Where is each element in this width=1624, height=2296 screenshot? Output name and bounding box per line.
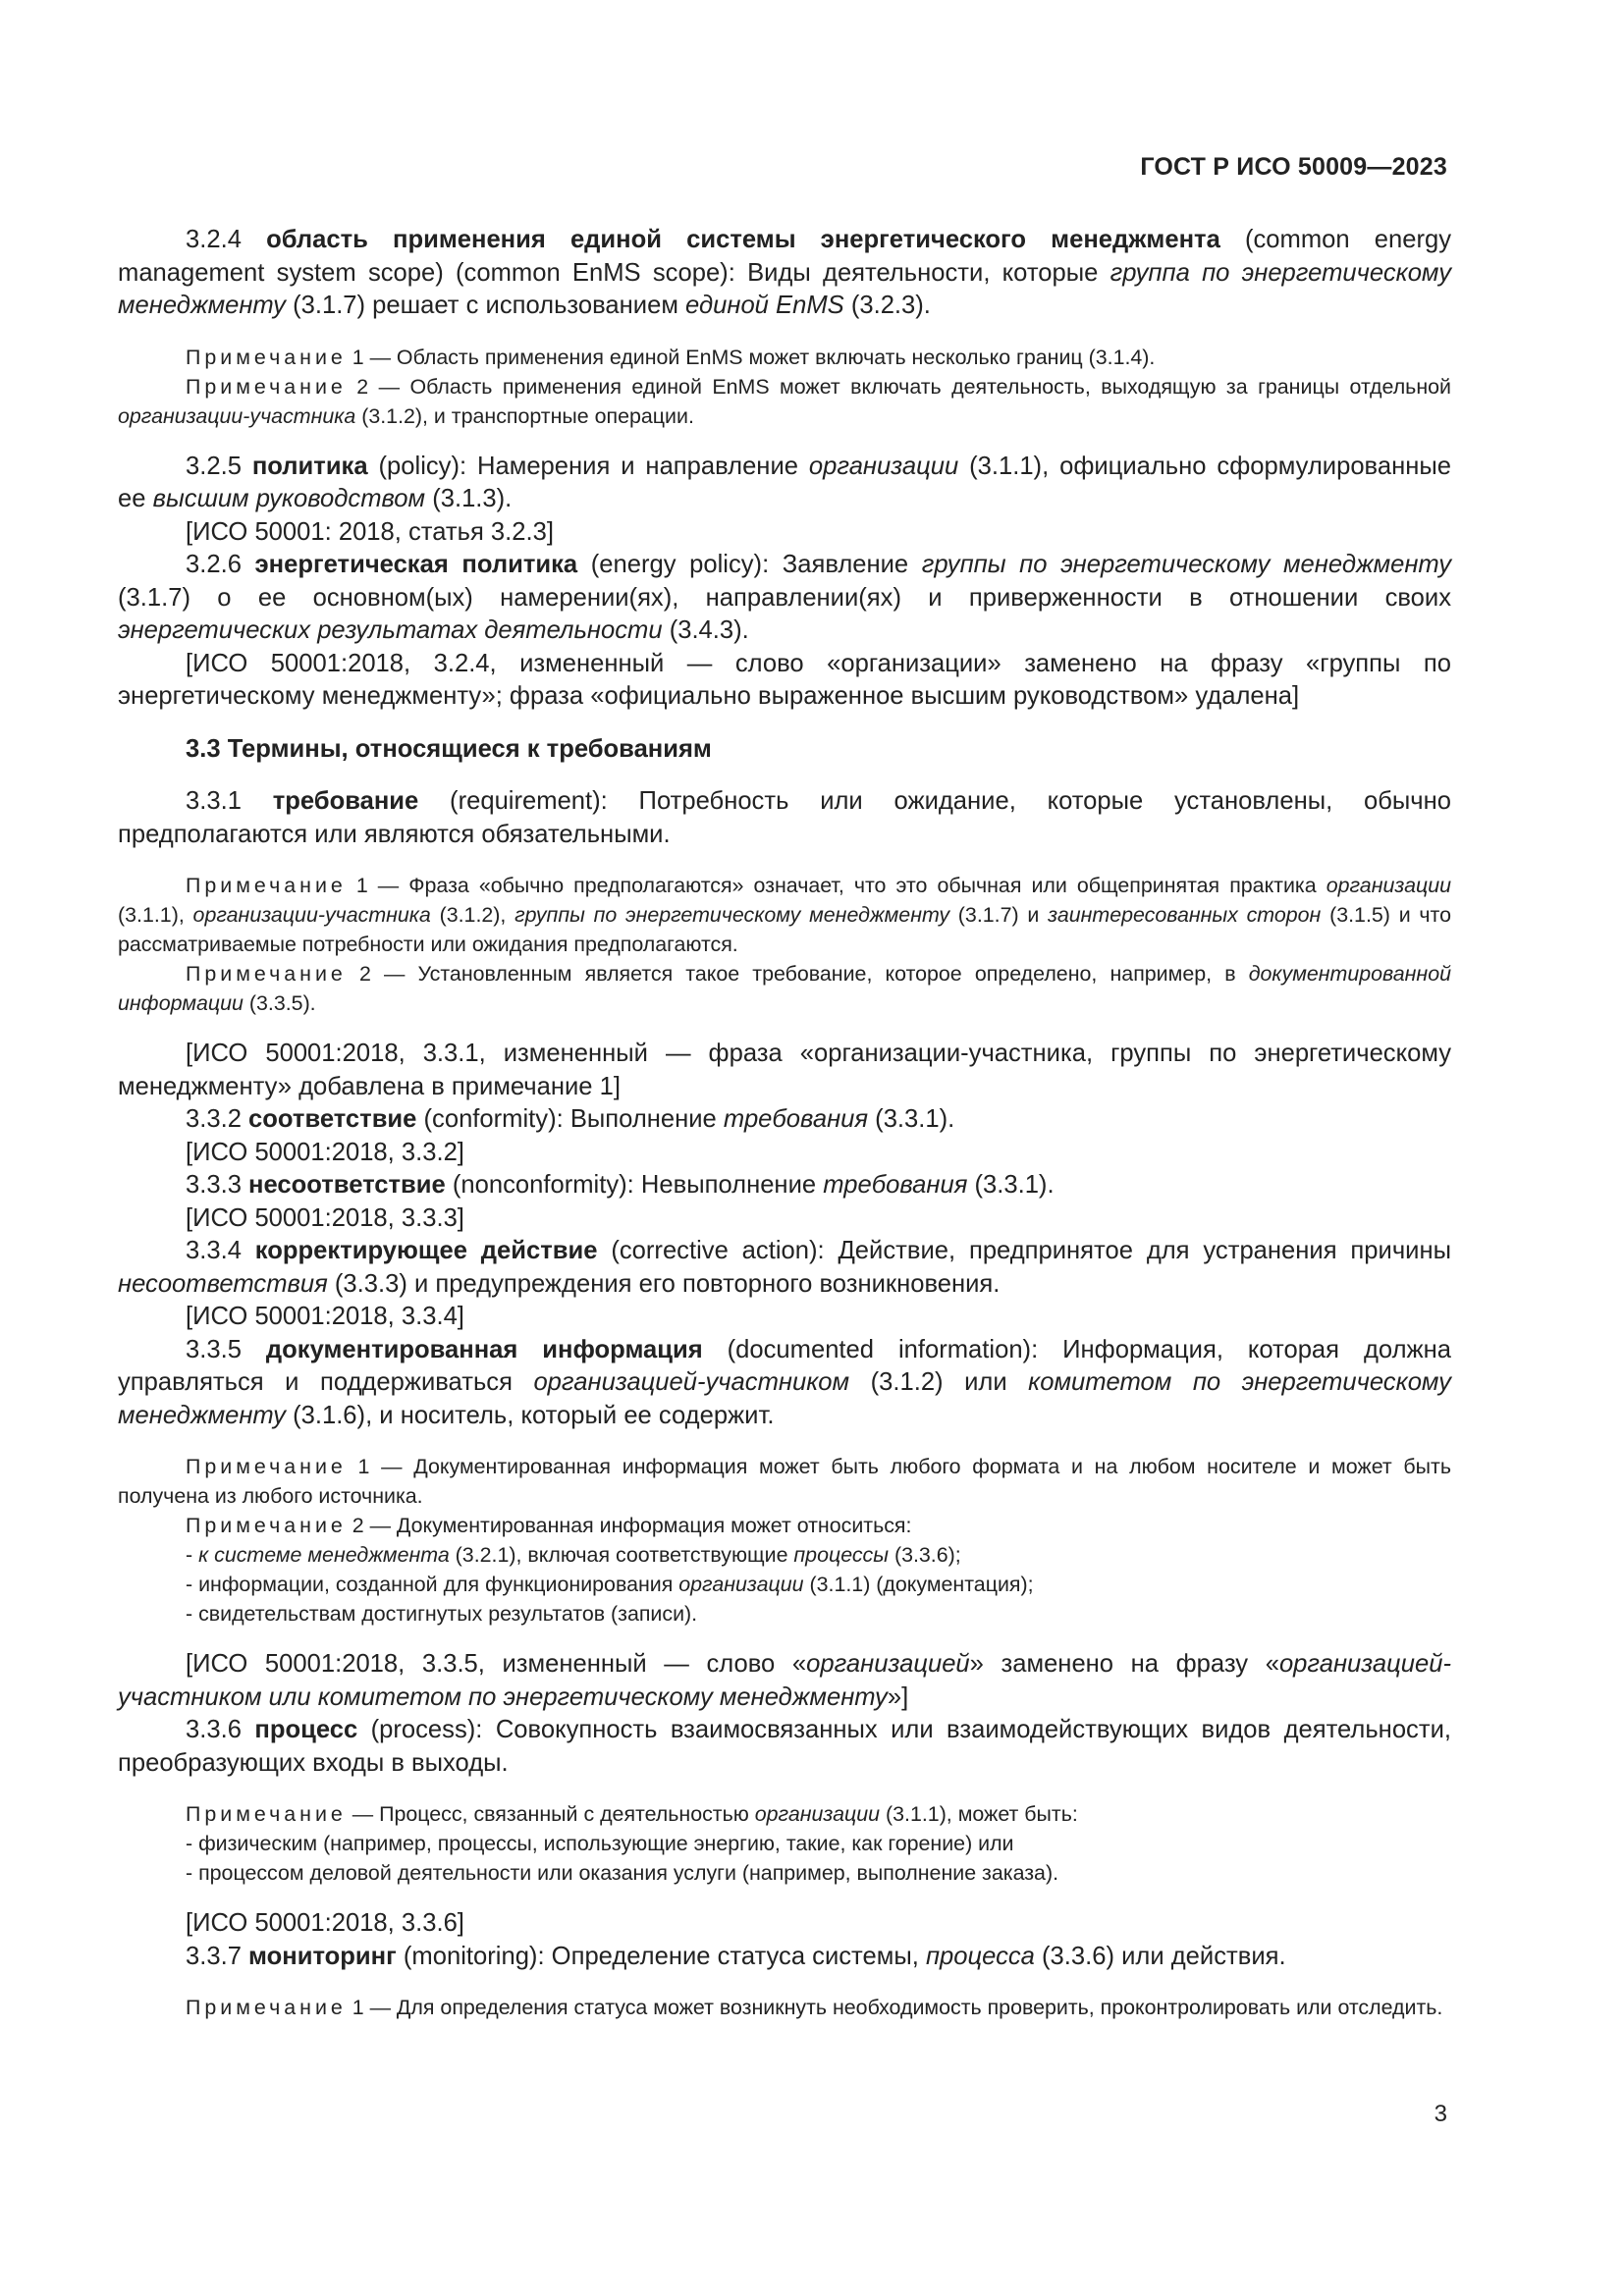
spacer [118, 766, 1451, 785]
note-list-item: - свидетельствам достигнутых результатов (записи). [186, 1602, 698, 1626]
spacer [118, 1629, 1451, 1648]
note: Примечание 1 — Фраза «обычно предполагаются» означает, что это обычная или общепринятая практика организации (3.1.1), организации-участника (3.1.2), группы по энергетическому менеджменту (3.1.7) и заинтересованных сторон (3.1.5) и что рассматриваемые потребности или ожидания предполагаются. [118, 874, 1452, 956]
paragraph: 3.3.5 документированная информация (documented information): Информация, которая должна управляться и поддерживаться организацией-участником (3.1.2) или комитетом по энергетическому менеджменту (3.1.6), и носитель, который ее содержит. [118, 1335, 1451, 1429]
paragraph: 3.3.6 процесс (process): Совокупность взаимосвязанных или взаимодействующих видов деятельности, преобразующих входы в выходы. [118, 1716, 1451, 1777]
note-list-item: - к системе менеджмента (3.2.1), включая соответствующие процессы (3.3.6); [186, 1543, 961, 1567]
spacer [118, 1888, 1451, 1907]
paragraph: 3.3.7 мониторинг (monitoring): Определение статуса системы, процесса (3.3.6) или действия. [186, 1942, 1286, 1970]
paragraph: [ИСО 50001:2018, 3.3.3] [186, 1203, 464, 1232]
note: Примечание — Процесс, связанный с деятельностью организации (3.1.1), может быть: [186, 1802, 1078, 1826]
spacer [118, 714, 1451, 733]
note: Примечание 2 — Установленным является такое требование, которое определено, например, в документированной информации (3.3.5). [118, 962, 1451, 1015]
note: Примечание 1 — Документированная информация может быть любого формата и на любом носителе и может быть получена из любого источника. [118, 1455, 1451, 1508]
note: Примечание 2 — Область применения единой EnMS может включать деятельность, выходящую за границы отдельной организации-участника (3.1.2), и транспортные операции. [118, 374, 1451, 428]
paragraph: [ИСО 50001:2018, 3.2.4, измененный — слово «организации» заменено на фразу «группы по энергетическому менеджменту»; фраза «официально выраженное высшим руководством» удалена] [118, 649, 1451, 710]
note: Примечание 1 — Область применения единой EnMS может включать несколько границ (3.1.4). [186, 345, 1156, 369]
note-list-item: - информации, созданной для функционирования организации (3.1.1) (документация); [186, 1573, 1034, 1596]
paragraph: [ИСО 50001:2018, 3.3.6] [186, 1909, 464, 1937]
spacer [118, 1018, 1451, 1038]
section-heading: 3.3 Термины, относящиеся к требованиям [186, 734, 712, 763]
note-list-item: - процессом деловой деятельности или оказания услуги (например, выполнение заказа). [186, 1861, 1059, 1885]
paragraph: 3.2.4 область применения единой системы энергетического менеджмента (common energy management system scope) (common EnMS scope): Виды деятельности, которые группа по энергетическому менеджменту (3.1.7) решает с использованием единой EnMS (3.2.3). [118, 226, 1452, 319]
note-list-item: - физическим (например, процессы, использующие энергию, такие, как горение) или [186, 1832, 1014, 1855]
paragraph: [ИСО 50001:2018, 3.3.4] [186, 1303, 464, 1330]
spacer [118, 1780, 1451, 1799]
paragraph: 3.3.4 корректирующее действие (corrective action): Действие, предпринятое для устранения причины несоответствия (3.3.3) и предупреждения его повторного возникновения. [118, 1237, 1451, 1298]
note: Примечание 2 — Документированная информация может относиться: [186, 1514, 912, 1537]
paragraph: [ИСО 50001:2018, 3.3.5, измененный — слово «организацией» заменено на фразу «организацией-участником или комитетом по энергетическому менеджменту»] [118, 1650, 1451, 1711]
paragraph: 3.2.5 политика (policy): Намерения и направление организации (3.1.1), официально сформулированные ее высшим руководством (3.1.3). [118, 452, 1451, 512]
paragraph: 3.2.6 энергетическая политика (energy policy): Заявление группы по энергетическому менеджменту (3.1.7) о ее основном(ых) намерении(ях), направлении(ях) и приверженности в отношении своих энергетических результатах деятельности (3.4.3). [118, 551, 1451, 644]
document-body [118, 224, 1451, 2022]
note: Примечание 1 — Для определения статуса может возникнуть необходимость проверить, проконтролировать или отследить. [186, 1996, 1443, 2019]
spacer [118, 431, 1451, 451]
paragraph: 3.3.3 несоответствие (nonconformity): Невыполнение требования (3.3.1). [186, 1171, 1055, 1199]
paragraph: [ИСО 50001: 2018, статья 3.2.3] [186, 517, 554, 546]
spacer [118, 1432, 1451, 1452]
standard-header: ГОСТ Р ИСО 50009—2023 [1140, 153, 1447, 181]
paragraph: [ИСО 50001:2018, 3.3.2] [186, 1138, 464, 1166]
spacer [118, 323, 1451, 343]
paragraph: [ИСО 50001:2018, 3.3.1, измененный — фраза «организации-участника, группы по энергетическому менеджменту» добавлена в примечание 1] [118, 1040, 1451, 1100]
spacer [118, 851, 1451, 871]
spacer [118, 1973, 1451, 1993]
page-number: 3 [1434, 2101, 1447, 2127]
paragraph: 3.3.1 требование (requirement): Потребность или ожидание, которые установлены, обычно предполагаются или являются обязательными. [118, 787, 1451, 848]
paragraph: 3.3.2 соответствие (conformity): Выполнение требования (3.3.1). [186, 1105, 955, 1133]
